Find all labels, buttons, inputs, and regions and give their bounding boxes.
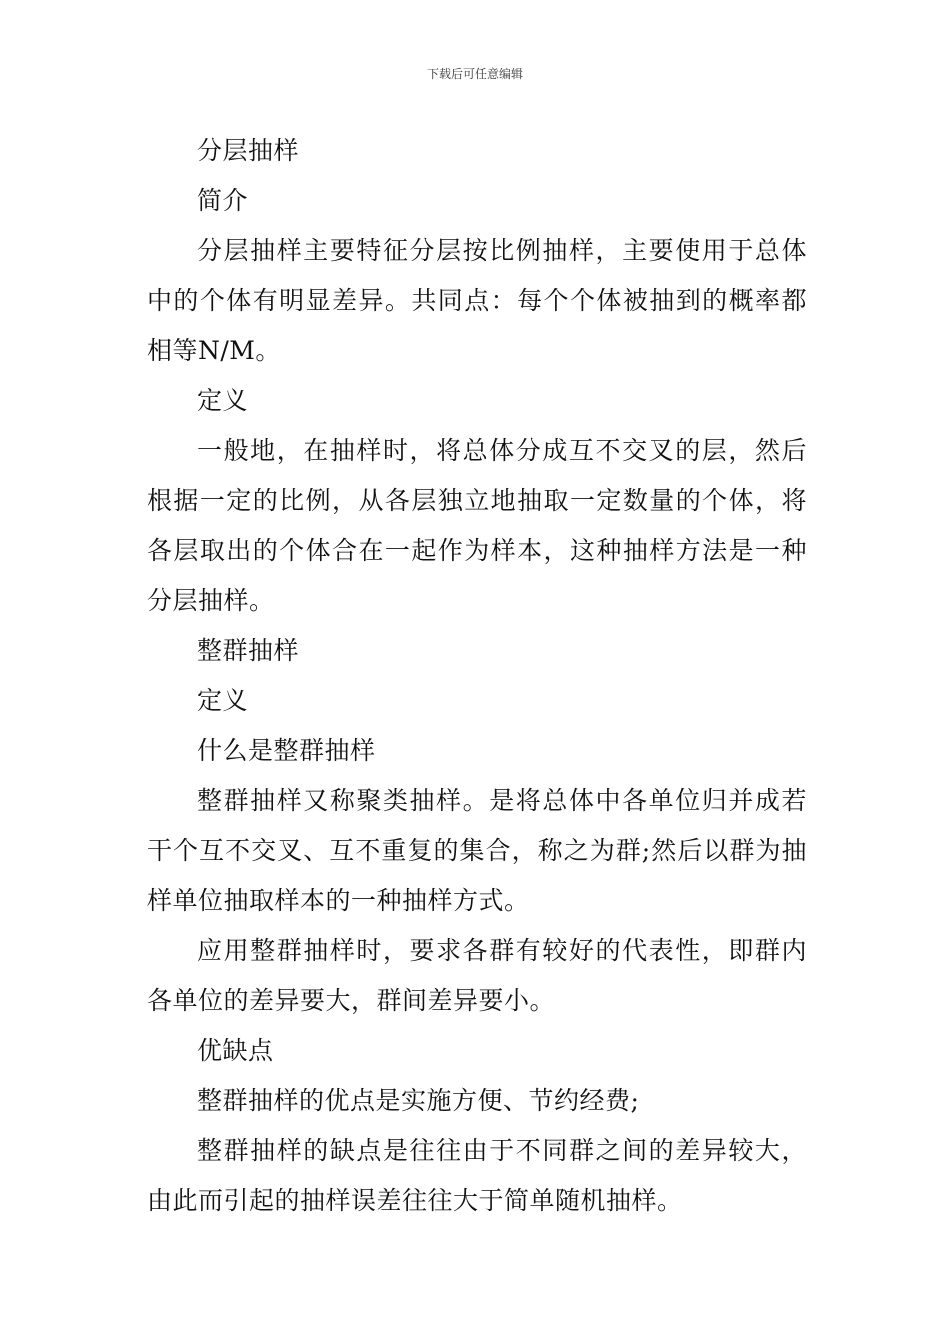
paragraph-cluster-application: 应用整群抽样时，要求各群有较好的代表性，即群内各单位的差异要大，群间差异要小。	[147, 936, 807, 1015]
page-header: 下载后可任意编辑	[426, 67, 523, 81]
paragraph-cluster-definition: 整群抽样又称聚类抽样。是将总体中各单位归并成若干个互不交叉、互不重复的集合，称之为群;然后以群为抽样单位抽取样本的一种抽样方式。	[147, 786, 807, 915]
heading-cluster-sampling: 整群抽样	[197, 636, 300, 665]
heading-stratified-sampling: 分层抽样	[197, 136, 300, 165]
subheading-definition-cluster: 定义	[197, 686, 249, 715]
paragraph-definition: 一般地，在抽样时，将总体分成互不交叉的层，然后根据一定的比例，从各层独立地抽取一定数量的个体，将各层取出的个体合在一起作为样本，这种抽样方法是一种分层抽样。	[147, 436, 807, 615]
document-body	[147, 126, 807, 1226]
subheading-introduction: 简介	[197, 186, 249, 215]
paragraph-introduction: 分层抽样主要特征分层按比例抽样，主要使用于总体中的个体有明显差异。共同点：每个个体被抽到的概率都相等N/M。	[147, 236, 807, 365]
paragraph-advantages: 整群抽样的优点是实施方便、节约经费;	[197, 1086, 640, 1115]
subheading-definition: 定义	[197, 386, 249, 415]
subheading-what-is-cluster-sampling: 什么是整群抽样	[197, 736, 376, 765]
subheading-pros-cons: 优缺点	[197, 1036, 274, 1065]
paragraph-disadvantages: 整群抽样的缺点是往往由于不同群之间的差异较大，由此而引起的抽样误差往往大于简单随机抽样。	[147, 1136, 807, 1215]
